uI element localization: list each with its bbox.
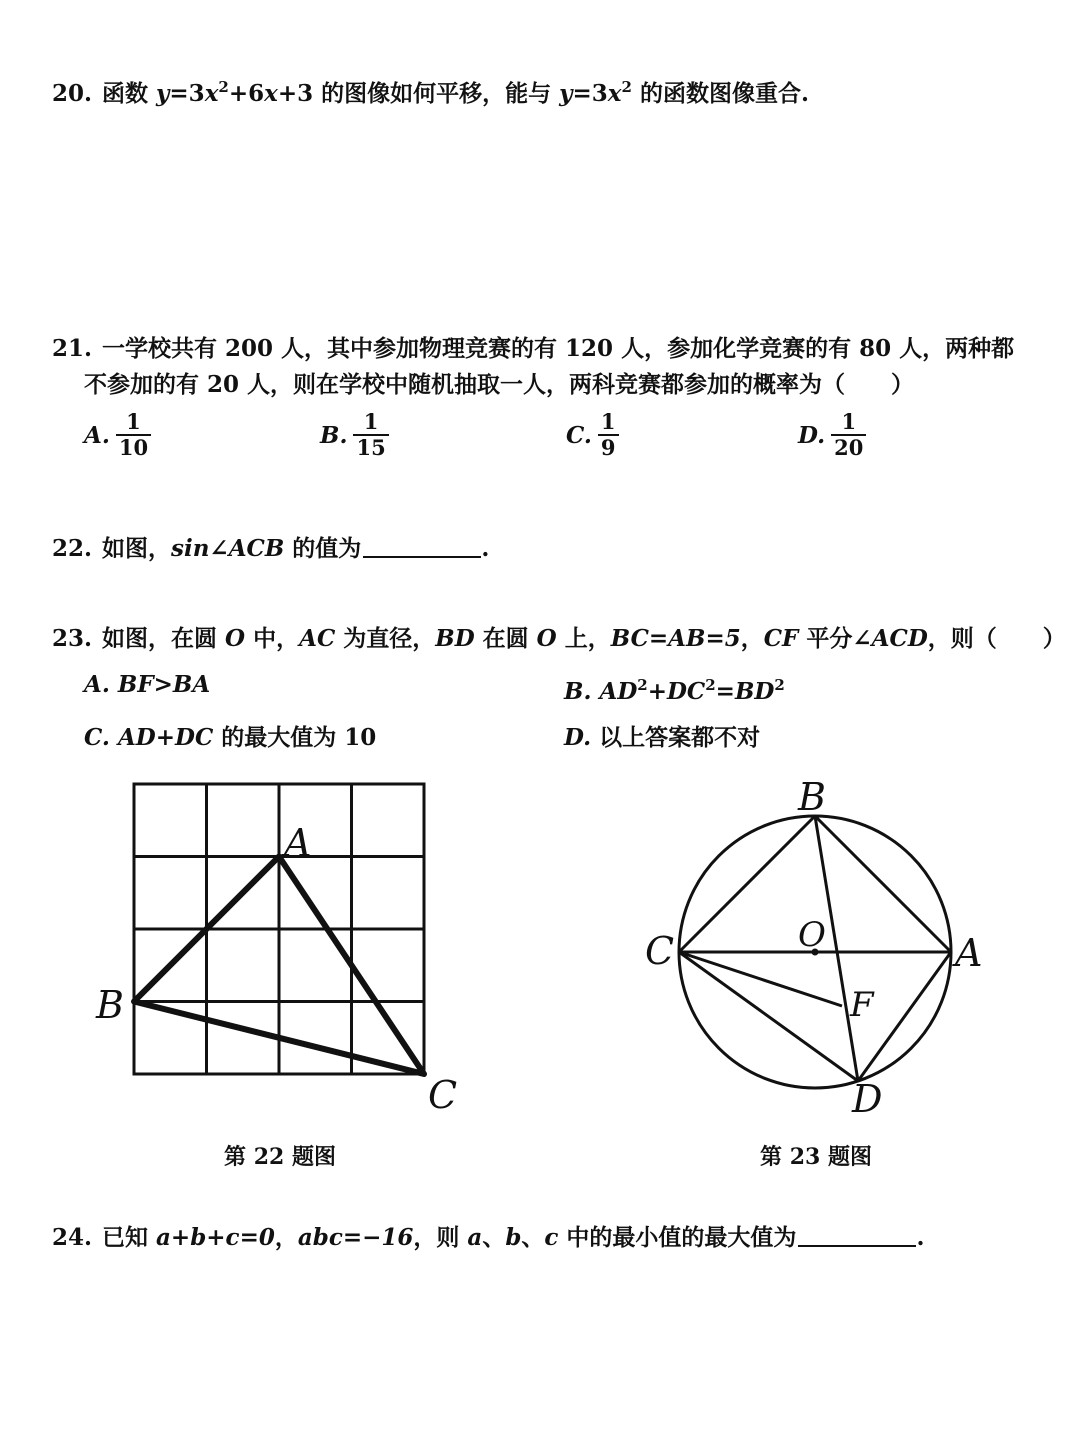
option-text: BF>BA <box>117 671 211 698</box>
question-number: 20. <box>52 80 93 107</box>
math-var: +DC <box>647 678 706 705</box>
segment-bc <box>679 816 815 952</box>
separator: 、 <box>482 1224 506 1251</box>
figure-22-caption: 第 22 题图 <box>224 1144 336 1170</box>
vertex-label-a: A <box>955 931 983 975</box>
separator: 、 <box>521 1224 545 1251</box>
grid <box>134 784 424 1074</box>
figure-23-caption: 第 23 题图 <box>760 1144 872 1170</box>
numerator: 1 <box>126 409 141 434</box>
text: 函数 <box>102 80 157 107</box>
option-letter: B. <box>564 678 592 705</box>
answer-blank[interactable] <box>363 536 481 558</box>
superscript: 2 <box>705 676 716 694</box>
option-b[interactable] <box>320 410 389 460</box>
math-var: BD <box>435 625 475 652</box>
question-20 <box>52 70 809 111</box>
math-expression: AD+DC <box>117 724 214 751</box>
option-b[interactable] <box>564 668 785 709</box>
point-label-f: F <box>850 985 874 1025</box>
text: ，则 <box>413 1224 468 1251</box>
vertex-label-b: B <box>798 775 826 819</box>
text: 如图， <box>102 535 172 562</box>
text: 中， <box>245 625 300 652</box>
question-number: 23. <box>52 625 93 652</box>
question-22 <box>52 532 489 566</box>
math-expression: abc=−16 <box>297 1224 414 1251</box>
math-expression: ∠ACD <box>852 625 928 652</box>
question-21-line-2 <box>84 368 914 402</box>
math-var: O <box>536 625 557 652</box>
math-var: c <box>544 1224 559 1251</box>
option-text: 的最大值为 10 <box>213 724 377 751</box>
question-number: 22. <box>52 535 93 562</box>
vertex-label-b: B <box>96 983 124 1027</box>
question-number: 21. <box>52 335 93 362</box>
option-d[interactable] <box>798 410 866 460</box>
superscript: 2 <box>218 78 229 96</box>
option-a[interactable] <box>84 410 151 460</box>
option-a[interactable] <box>84 668 210 702</box>
fraction <box>831 410 866 460</box>
fraction <box>353 410 388 460</box>
math-expression: a+b+c=0 <box>156 1224 275 1251</box>
math-var: CF <box>763 625 799 652</box>
denominator: 10 <box>116 434 151 460</box>
math: =3 <box>572 80 608 107</box>
text: 为直径， <box>335 625 436 652</box>
vertex-label-c: C <box>645 929 675 973</box>
math-var: AD <box>599 678 638 705</box>
option-letter: A. <box>84 421 110 449</box>
text: ，则（ ） <box>927 625 1066 652</box>
math-var: AC <box>299 625 336 652</box>
option-letter: C. <box>566 421 592 449</box>
text: 平分 <box>798 625 853 652</box>
fraction <box>598 410 619 460</box>
numerator: 1 <box>363 409 379 434</box>
math-var: y <box>156 80 170 107</box>
math-expression: sin∠ACB <box>171 535 285 562</box>
math-var: a <box>467 1224 483 1251</box>
math: =3 <box>169 80 205 107</box>
math-var: y <box>559 80 573 107</box>
question-text-line-1: 一学校共有 200 人，其中参加物理竞赛的有 120 人，参加化学竞赛的有 80 人，两种都 <box>102 335 1015 362</box>
option-text: 以上答案都不对 <box>599 724 761 751</box>
text: . <box>481 535 490 562</box>
option-c[interactable] <box>566 410 619 460</box>
math-var: =BD <box>715 678 775 705</box>
text: . <box>916 1224 925 1251</box>
fraction <box>116 410 151 460</box>
denominator: 15 <box>353 434 388 460</box>
math-expression: BC=AB=5 <box>610 625 741 652</box>
segment-cd <box>679 952 858 1081</box>
text: 如图，在圆 <box>102 625 226 652</box>
answer-blank[interactable] <box>798 1225 916 1247</box>
text: 已知 <box>102 1224 157 1251</box>
option-letter: A. <box>84 671 110 698</box>
math-var: O <box>225 625 246 652</box>
text: 中的最小值的最大值为 <box>558 1224 797 1251</box>
question-text-line-2: 不参加的有 20 人，则在学校中随机抽取一人，两科竞赛都参加的概率为（ ） <box>84 371 915 398</box>
text: 上， <box>556 625 611 652</box>
text: ， <box>740 625 764 652</box>
question-21 <box>52 332 1014 366</box>
superscript: 2 <box>774 676 785 694</box>
numerator: 1 <box>841 409 857 434</box>
question-23 <box>52 622 1066 656</box>
text: 在圆 <box>474 625 537 652</box>
question-21-options <box>84 410 984 470</box>
text: ， <box>274 1224 298 1251</box>
option-letter: C. <box>84 724 110 751</box>
option-letter: B. <box>320 421 348 449</box>
segment-ba <box>815 816 951 952</box>
superscript: 2 <box>621 78 632 96</box>
math-var: x <box>607 80 622 107</box>
figure-22 <box>90 770 470 1130</box>
question-24 <box>52 1221 924 1255</box>
numerator: 1 <box>600 409 616 434</box>
superscript: 2 <box>637 676 648 694</box>
vertex-label-a: A <box>284 821 312 865</box>
text: 的函数图像重合. <box>631 80 809 107</box>
vertex-label-c: C <box>428 1073 458 1117</box>
denominator: 20 <box>831 434 866 460</box>
math: +6 <box>228 80 265 107</box>
option-d[interactable] <box>564 721 760 755</box>
center-label-o: O <box>798 915 826 955</box>
option-letter: D. <box>564 724 592 751</box>
segment-cf <box>679 952 842 1006</box>
denominator: 9 <box>598 434 619 460</box>
math: +3 <box>277 80 314 107</box>
text: 的值为 <box>284 535 362 562</box>
option-c[interactable] <box>84 721 376 755</box>
figure-23 <box>620 770 1000 1130</box>
math-var: b <box>505 1224 522 1251</box>
question-number: 24. <box>52 1224 93 1251</box>
option-letter: D. <box>798 421 826 449</box>
math-var: x <box>204 80 219 107</box>
text: 的图像如何平移，能与 <box>313 80 560 107</box>
vertex-label-d: D <box>852 1077 883 1121</box>
math-var: x <box>264 80 278 107</box>
